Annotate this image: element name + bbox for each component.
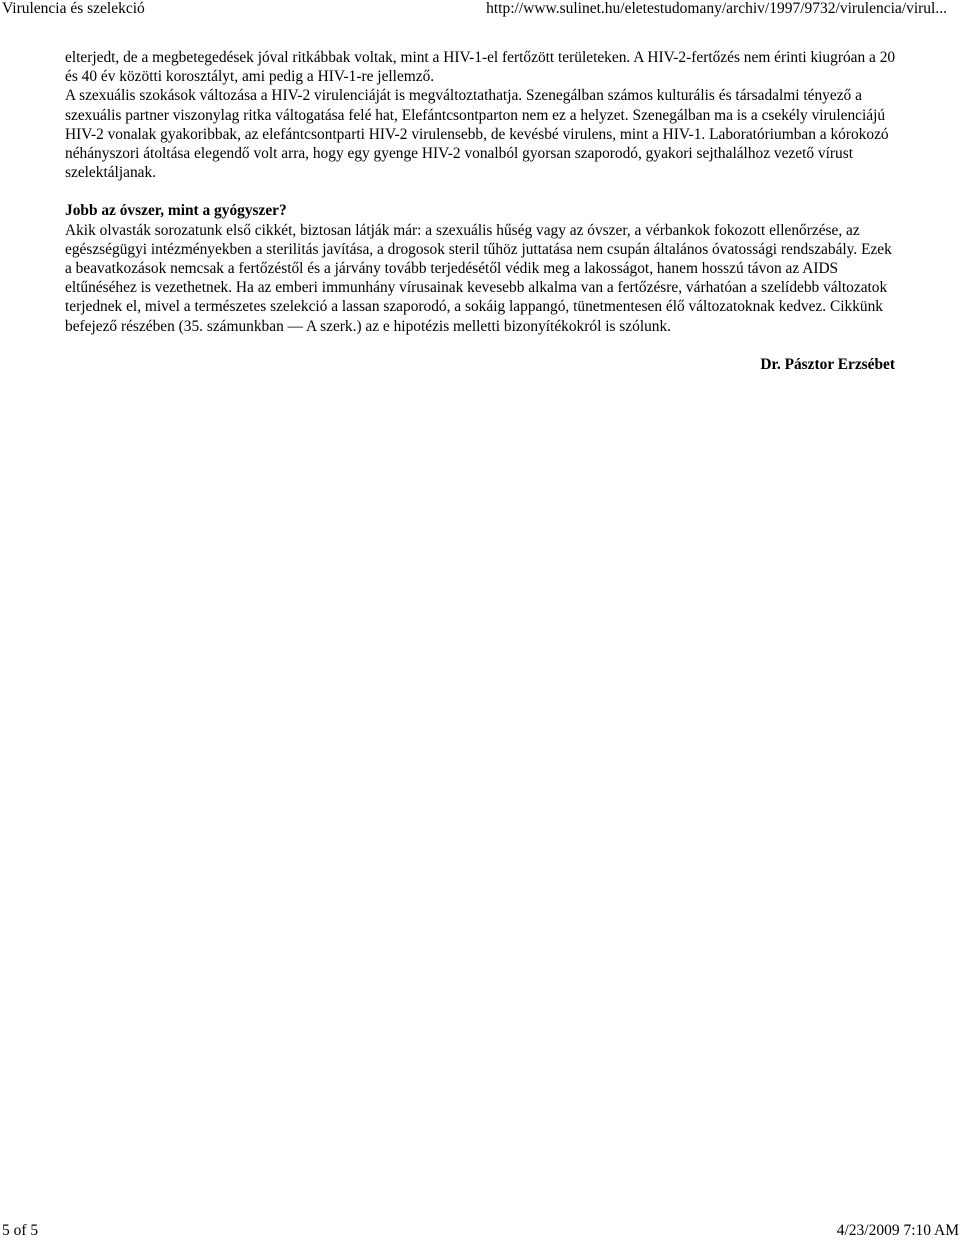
section-heading: Jobb az óvszer, mint a gyógyszer? xyxy=(65,202,287,220)
page-number: 5 of 5 xyxy=(2,1222,39,1239)
article-paragraph: A szexuális szokások változása a HIV-2 virulenciáját is megváltoztathatja. Szenegálban számos kulturális és társadalmi tényező a szexuális partner viszonylag ritka váltogatása felé hat, Elefántcsontparton nem ez a helyzet. Szenegálban ma is a csekély virulenciájú HIV-2 vonalak gyakoribbak, az elefántcsontparti HIV-2 virulensebb, de kevésbé virulens, mint a HIV-1. Laboratóriumban a kórokozó néhányszori átoltása elegendő volt arra, hogy egy gyenge HIV-2 vonalból gyorsan szaporodó, gyakori sejthalálhoz vezető vírust szelektáljanak. xyxy=(65,87,889,182)
article-body xyxy=(65,48,898,374)
author-signature: Dr. Pásztor Erzsébet xyxy=(760,355,895,373)
article-paragraph: elterjedt, de a megbetegedések jóval ritkábbak voltak, mint a HIV-1-el fertőzött területeken. A HIV-2-fertőzés nem érinti kiugróan a 20 és 40 év közötti korosztályt, ami pedig a HIV-1-re jellemző. xyxy=(65,49,896,86)
print-datetime: 4/23/2009 7:10 AM xyxy=(836,1222,959,1239)
page-header-url: http://www.sulinet.hu/eletestudomany/archiv/1997/9732/virulencia/virul... xyxy=(486,0,947,17)
page-header-title: Virulencia és szelekció xyxy=(2,0,145,17)
article-paragraph: Akik olvasták sorozatunk első cikkét, biztosan látják már: a szexuális hűség vagy az óvszer, a vérbankok fokozott ellenőrzése, az egészségügyi intézményekben a sterilitás javítása, a drogosok steril tűhöz juttatása nem csupán általános óvatossági rendszabály. Ezek a beavatkozások nemcsak a fertőzéstől és a járvány tovább terjedésétől védik meg a lakosságot, hanem hosszú távon az AIDS eltűnéséhez is vezethetnek. Ha az emberi immunhány vírusainak kevesebb alkalma van a fertőzésre, várhatóan a szelídebb változatok terjednek el, mivel a természetes szelekció a lassan szaporodó, a sokáig lappangó, tünetmentesen élő változatoknak kedvez. Cikkünk befejező részében (35. számunkban — A szerk.) az e hipotézis melletti bizonyítékokról is szólunk. xyxy=(65,221,892,335)
